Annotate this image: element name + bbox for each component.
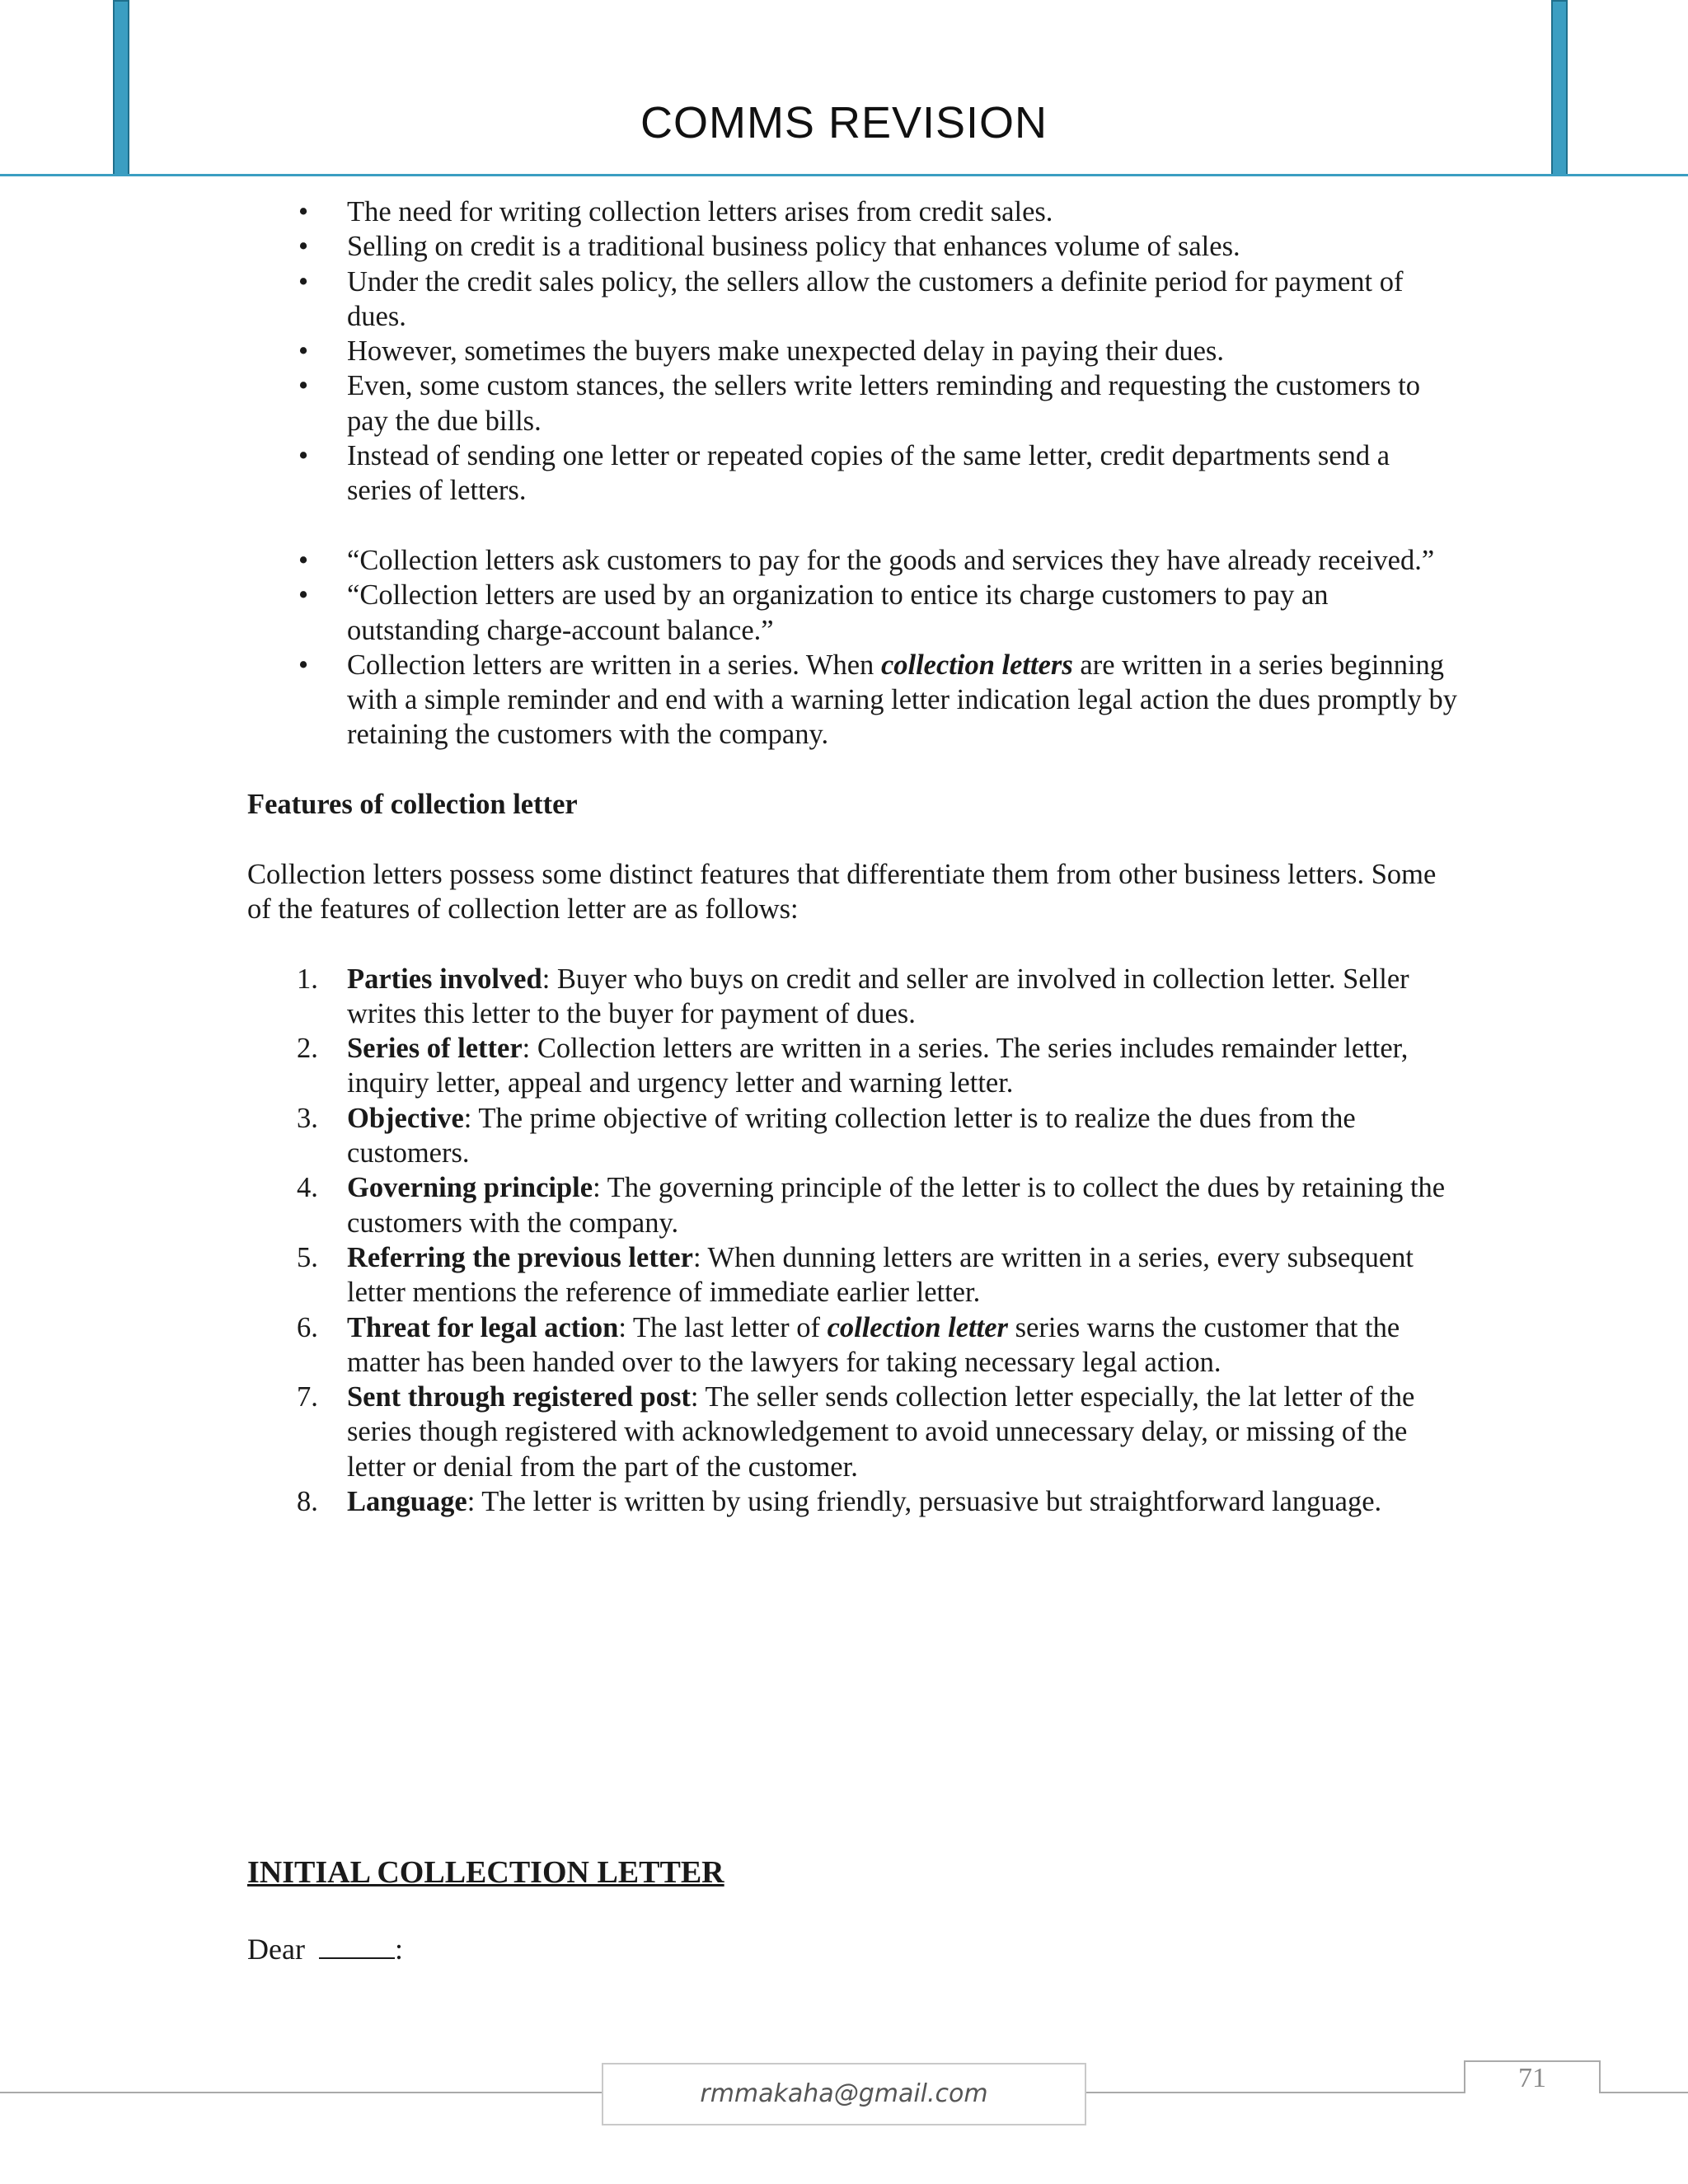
salutation-word: Dear (247, 1933, 305, 1966)
feature-term: Threat for legal action (347, 1311, 619, 1343)
feature-text: : The last letter of (618, 1311, 828, 1343)
item-number: 5. (297, 1241, 318, 1273)
list-item: • Under the credit sales policy, the sellers allow the customers a definite period for payment of dues. (247, 265, 1459, 335)
salutation (247, 1932, 403, 1966)
feature-text: : The letter is written by using friendly, persuasive but straightforward language. (467, 1485, 1382, 1517)
feature-item (247, 962, 1459, 1032)
feature-term: Sent through registered post (347, 1381, 691, 1413)
feature-text: : When dunning letters are written in a series, every subsequent letter mentions the reference of immediate earlier letter. (347, 1241, 1414, 1309)
list-item (247, 648, 1459, 752)
header-rule (0, 174, 1688, 176)
list-item: • The need for writing collection letters arises from credit sales. (247, 194, 1459, 229)
footer-rule-end (1599, 2092, 1688, 2093)
item-number: 2. (297, 1033, 318, 1065)
feature-item (247, 1380, 1459, 1484)
list-item: • “Collection letters ask customers to pay for the goods and services they have already received.” (247, 543, 1459, 578)
feature-term: Language (347, 1485, 467, 1517)
footer-email: rmmakaha@gmail.com (602, 2063, 1086, 2125)
feature-item (247, 1484, 1459, 1519)
item-number: 4. (297, 1172, 318, 1204)
feature-text: : Buyer who buys on credit and seller are involved in collection letter. Seller writes this letter to the buyer for payment of dues. (347, 963, 1409, 1029)
spacer (247, 822, 1459, 856)
feature-item (247, 1240, 1459, 1310)
spacer (247, 926, 1459, 961)
feature-text: : The seller sends collection letter especially, the lat letter of the series though registered with acknowledgement to avoid unnecessary delay, or missing of the letter or denial from the part of the customer. (347, 1381, 1415, 1483)
feature-term: Parties involved (347, 963, 542, 995)
page-number: 71 (1464, 2060, 1601, 2093)
bullet-list-definitions (247, 543, 1459, 752)
page-header-title: COMMS REVISION (640, 98, 1048, 148)
feature-text: : The governing principle of the letter is to collect the dues by retaining the customers with the company. (347, 1172, 1446, 1239)
header-accent-bar-left (113, 0, 129, 176)
list-item: • Selling on credit is a traditional business policy that enhances volume of sales. (247, 229, 1459, 264)
feature-term: Referring the previous letter (347, 1241, 693, 1273)
section-heading: INITIAL COLLECTION LETTER (247, 1855, 724, 1890)
list-item: • Even, some custom stances, the sellers write letters reminding and requesting the customers to pay the due bills. (247, 368, 1459, 438)
emphasis-text: collection letter (827, 1311, 1008, 1343)
spacer (247, 752, 1459, 787)
feature-text: : The prime objective of writing collection letter is to realize the dues from the customers. (347, 1102, 1356, 1169)
salutation-colon: : (394, 1933, 403, 1966)
feature-term: Series of letter (347, 1033, 523, 1065)
features-list (247, 962, 1459, 1520)
feature-term: Objective (347, 1102, 464, 1134)
bullet-list-credit-sales (247, 194, 1459, 509)
list-item: • Instead of sending one letter or repeated copies of the same letter, credit departments send a series of letters. (247, 438, 1459, 509)
features-heading: Features of collection letter (247, 789, 578, 821)
header-accent-bar-right (1551, 0, 1568, 176)
footer-rule-right (1086, 2092, 1465, 2093)
feature-item (247, 1170, 1459, 1240)
item-number: 1. (297, 963, 318, 995)
spacer (247, 509, 1459, 543)
list-item-text: Collection letters are written in a series. When (347, 649, 881, 681)
feature-item (247, 1310, 1459, 1380)
item-number: 7. (297, 1381, 318, 1413)
feature-term: Governing principle (347, 1172, 593, 1204)
footer-rule-left (0, 2092, 602, 2093)
item-number: 3. (297, 1102, 318, 1134)
page-content (247, 194, 1459, 1519)
feature-item (247, 1031, 1459, 1101)
feature-text: : Collection letters are written in a series. The series includes remainder letter, inquiry letter, appeal and urgency letter and warning letter. (347, 1033, 1409, 1099)
feature-text: series warns the customer that the matter has been handed over to the lawyers for taking necessary legal action. (347, 1311, 1400, 1378)
list-item: • “Collection letters are used by an organization to entice its charge customers to pay an outstanding charge-account balance.” (247, 578, 1459, 648)
features-intro: Collection letters possess some distinct features that differentiate them from other business letters. Some of the features of collection letter are as follows: (247, 858, 1437, 925)
item-number: 8. (297, 1485, 318, 1517)
item-number: 6. (297, 1311, 318, 1343)
list-item: • However, sometimes the buyers make unexpected delay in paying their dues. (247, 334, 1459, 368)
list-item-text: are written in a series beginning with a simple reminder and end with a warning letter indication legal action the dues promptly by retaining the customers with the company. (347, 649, 1458, 751)
feature-item (247, 1101, 1459, 1171)
emphasis-text: collection letters (880, 649, 1073, 681)
name-blank (319, 1933, 395, 1959)
